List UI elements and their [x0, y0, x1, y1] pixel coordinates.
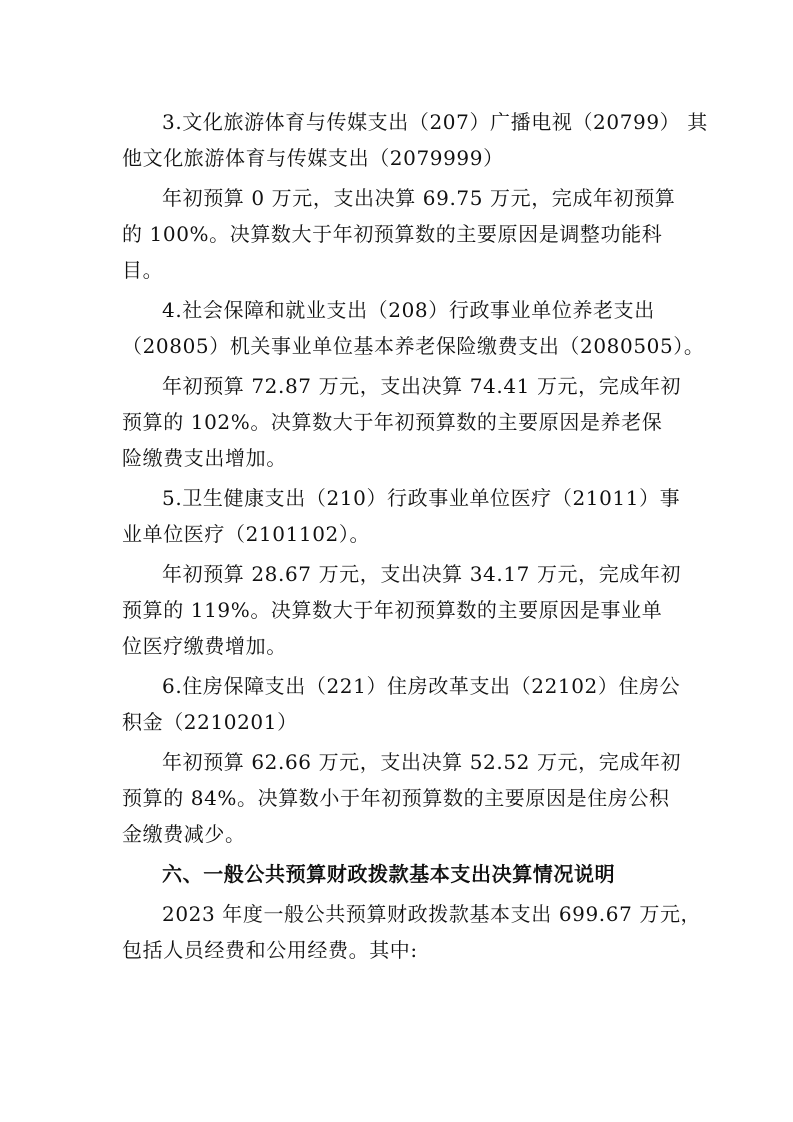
section-5-body-line-2: 预算的 119%。决算数大于年初预算数的主要原因是事业单: [122, 598, 663, 622]
final-line-1: 2023 年度一般公共预算财政拨款基本支出 699.67 万元，: [162, 902, 702, 926]
section-5-title: [122, 480, 682, 552]
final-line-2: 包括人员经费和公用经费。其中:: [122, 938, 418, 962]
section-6-body: [122, 744, 682, 852]
section-3-title-line-1: 3.文化旅游体育与传媒支出（207）广播电视（20799） 其: [162, 110, 708, 134]
section-3-body-line-1: 年初预算 0 万元，支出决算 69.75 万元，完成年初预算: [162, 186, 676, 210]
section-6-title-line-1: 6.住房保障支出（221）住房改革支出（22102）住房公: [162, 674, 681, 698]
section-6-body-line-1: 年初预算 62.66 万元，支出决算 52.52 万元，完成年初: [162, 750, 682, 774]
section-3-title: [122, 104, 708, 176]
section-3-body-line-2: 的 100%。决算数大于年初预算数的主要原因是调整功能科: [122, 222, 663, 246]
section-6-body-line-2: 预算的 84%。决算数小于年初预算数的主要原因是住房公积: [122, 786, 670, 810]
section-5-title-line-2: 业单位医疗（2101102）。: [122, 522, 371, 546]
final-paragraph: [122, 896, 702, 968]
section-3-body-line-3: 目。: [122, 258, 164, 282]
section-5-body-line-3: 位医疗缴费增加。: [122, 634, 287, 658]
section-4-body: [122, 368, 682, 476]
document-body: [122, 104, 708, 968]
section-5-body: [122, 556, 682, 664]
section-4-title-line-1: 4.社会保障和就业支出（208）行政事业单位养老支出: [162, 298, 655, 322]
section-6-body-line-3: 金缴费减少。: [122, 822, 246, 846]
section-3-body: [122, 180, 682, 288]
section-4-body-line-1: 年初预算 72.87 万元，支出决算 74.41 万元，完成年初: [162, 374, 682, 398]
section-3-title-line-2: 他文化旅游体育与传媒支出（2079999）: [122, 146, 504, 170]
section-4-title: [122, 292, 705, 364]
section-5-body-line-1: 年初预算 28.67 万元，支出决算 34.17 万元，完成年初: [162, 562, 682, 586]
section-4-title-line-2: （20805）机关事业单位基本养老保险缴费支出（2080505）。: [122, 334, 705, 358]
section-heading: 六、一般公共预算财政拨款基本支出决算情况说明: [162, 862, 616, 886]
section-4-body-line-3: 险缴费支出增加。: [122, 446, 287, 470]
section-6-title-line-2: 积金（2210201）: [122, 710, 298, 734]
section-6-title: [122, 668, 682, 740]
section-4-body-line-2: 预算的 102%。决算数大于年初预算数的主要原因是养老保: [122, 410, 663, 434]
section-5-title-line-1: 5.卫生健康支出（210）行政事业单位医疗（21011）事: [162, 486, 681, 510]
